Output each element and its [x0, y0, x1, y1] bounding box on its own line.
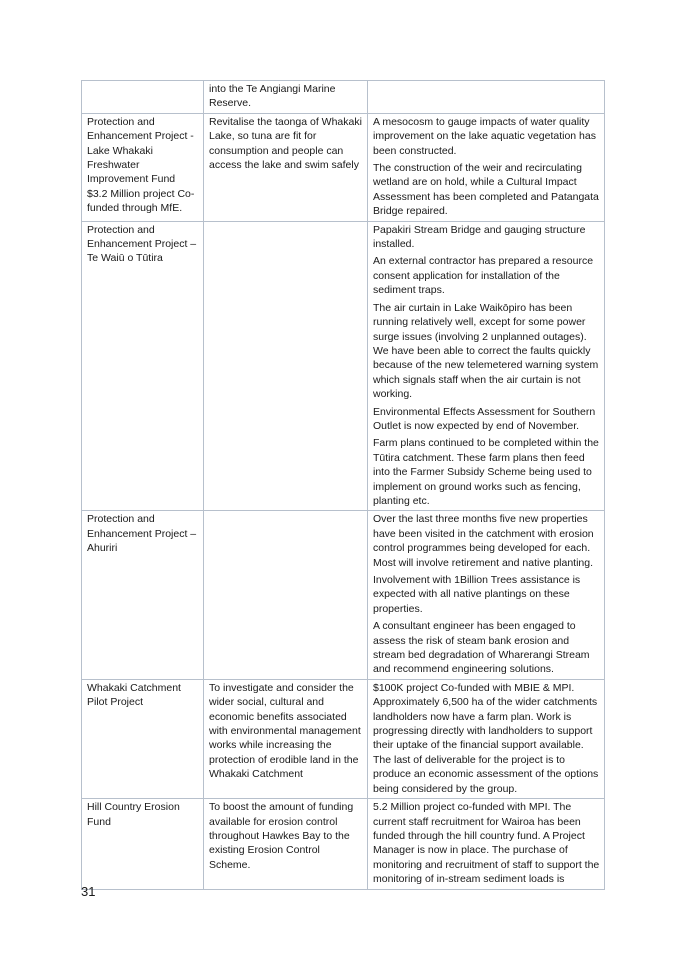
project-text: Protection and Enhancement Project – Ahuriri	[87, 513, 197, 555]
update-text: An external contractor has prepared a resource consent application for installation of the sediment traps.	[373, 255, 594, 297]
objective-cell	[204, 113, 368, 221]
objective-cell	[204, 221, 368, 511]
project-text: Hill Country Erosion Fund	[87, 801, 180, 828]
update-cell	[368, 679, 605, 798]
project-cell	[82, 511, 204, 679]
update-cell	[368, 221, 605, 511]
project-cell	[82, 799, 204, 889]
update-text: A mesocosm to gauge impacts of water quality improvement on the lake aquatic vegetation has been constructed.	[373, 115, 596, 157]
table-row	[82, 81, 605, 114]
project-cell	[82, 221, 204, 511]
objective-cell	[204, 511, 368, 679]
update-text: The construction of the weir and recirculating wetland are on hold, while a Cultural Impact Assessment has been completed and Patangata Bridge repaired.	[373, 162, 599, 218]
table-row	[82, 511, 605, 679]
objective-cell	[204, 799, 368, 889]
objective-text: To investigate and consider the wider social, cultural and economic benefits associated with environmental management works while increasing the protection of erodible land in the Whakaki Catchment	[209, 681, 361, 781]
table-row	[82, 679, 605, 798]
update-cell	[368, 113, 605, 221]
update-text: The air curtain in Lake Waikōpiro has been running relatively well, except for some power surge issues (involving 2 unplanned outages). We have been able to correct the faults quickly because of the new telemetered warning system which signals staff when the air curtain is not working.	[373, 301, 599, 401]
project-text: Protection and Enhancement Project – Te Waiū o Tūtira	[87, 223, 197, 265]
project-cell	[82, 113, 204, 221]
objective-text: into the Te Angiangi Marine Reserve.	[209, 83, 336, 110]
update-text: Over the last three months five new properties have been visited in the catchment with erosion control programmes being developed for each. Most will involve retirement and native planting.	[373, 513, 594, 569]
objective-text: To boost the amount of funding available for erosion control throughout Hawkes Bay to the existing Erosion Control Scheme.	[209, 801, 354, 871]
table-row	[82, 113, 605, 221]
update-text: 5.2 Million project co-funded with MPI. The current staff recruitment for Wairoa has been funded through the hill country fund. A Project Manager is now in place. The purchase of monitoring and recruitment of staff to support the monitoring of in-stream sediment loads is	[373, 801, 600, 886]
project-cell	[82, 81, 204, 114]
update-cell	[368, 511, 605, 679]
projects-table	[81, 80, 605, 890]
update-text: A consultant engineer has been engaged to assess the risk of steam bank erosion and stream bed degradation of Wharerangi Stream and recommend engineering solutions.	[373, 620, 590, 676]
update-cell	[368, 81, 605, 114]
project-text: Whakaki Catchment Pilot Project	[87, 681, 181, 709]
update-text: Farm plans continued to be completed within the Tūtira catchment. These farm plans then feed into the Farmer Subsidy Scheme being used to implement on ground works such as fencing, planting etc.	[373, 437, 599, 507]
objective-cell	[204, 81, 368, 114]
page-number: 31	[81, 884, 96, 899]
update-text: $100K project Co-funded with MBIE & MPI. Approximately 6,500 ha of the wider catchments landholders now have a farm plan. Work is progressing directly with landholders to support their uptake of the financial support available. The last of deliverable for the project is to produce an economic assessment of the options being considered by the group.	[373, 681, 599, 795]
project-cell	[82, 679, 204, 798]
update-cell	[368, 799, 605, 889]
update-text: Environmental Effects Assessment for Southern Outlet is now expected by end of November.	[373, 405, 596, 432]
update-text: Involvement with 1Billion Trees assistance is expected with all native plantings on these properties.	[373, 574, 581, 615]
update-text: Papakiri Stream Bridge and gauging structure installed.	[373, 223, 586, 251]
objective-text: Revitalise the taonga of Whakaki Lake, so tuna are fit for consumption and people can access the lake and swim safely	[209, 115, 362, 172]
project-text: Protection and Enhancement Project - Lake Whakaki Freshwater Improvement Fund $3.2 Million project Co-funded through MfE.	[87, 115, 195, 215]
objective-cell	[204, 679, 368, 798]
projects-table-body	[82, 81, 605, 890]
table-row	[82, 799, 605, 889]
table-row	[82, 221, 605, 511]
